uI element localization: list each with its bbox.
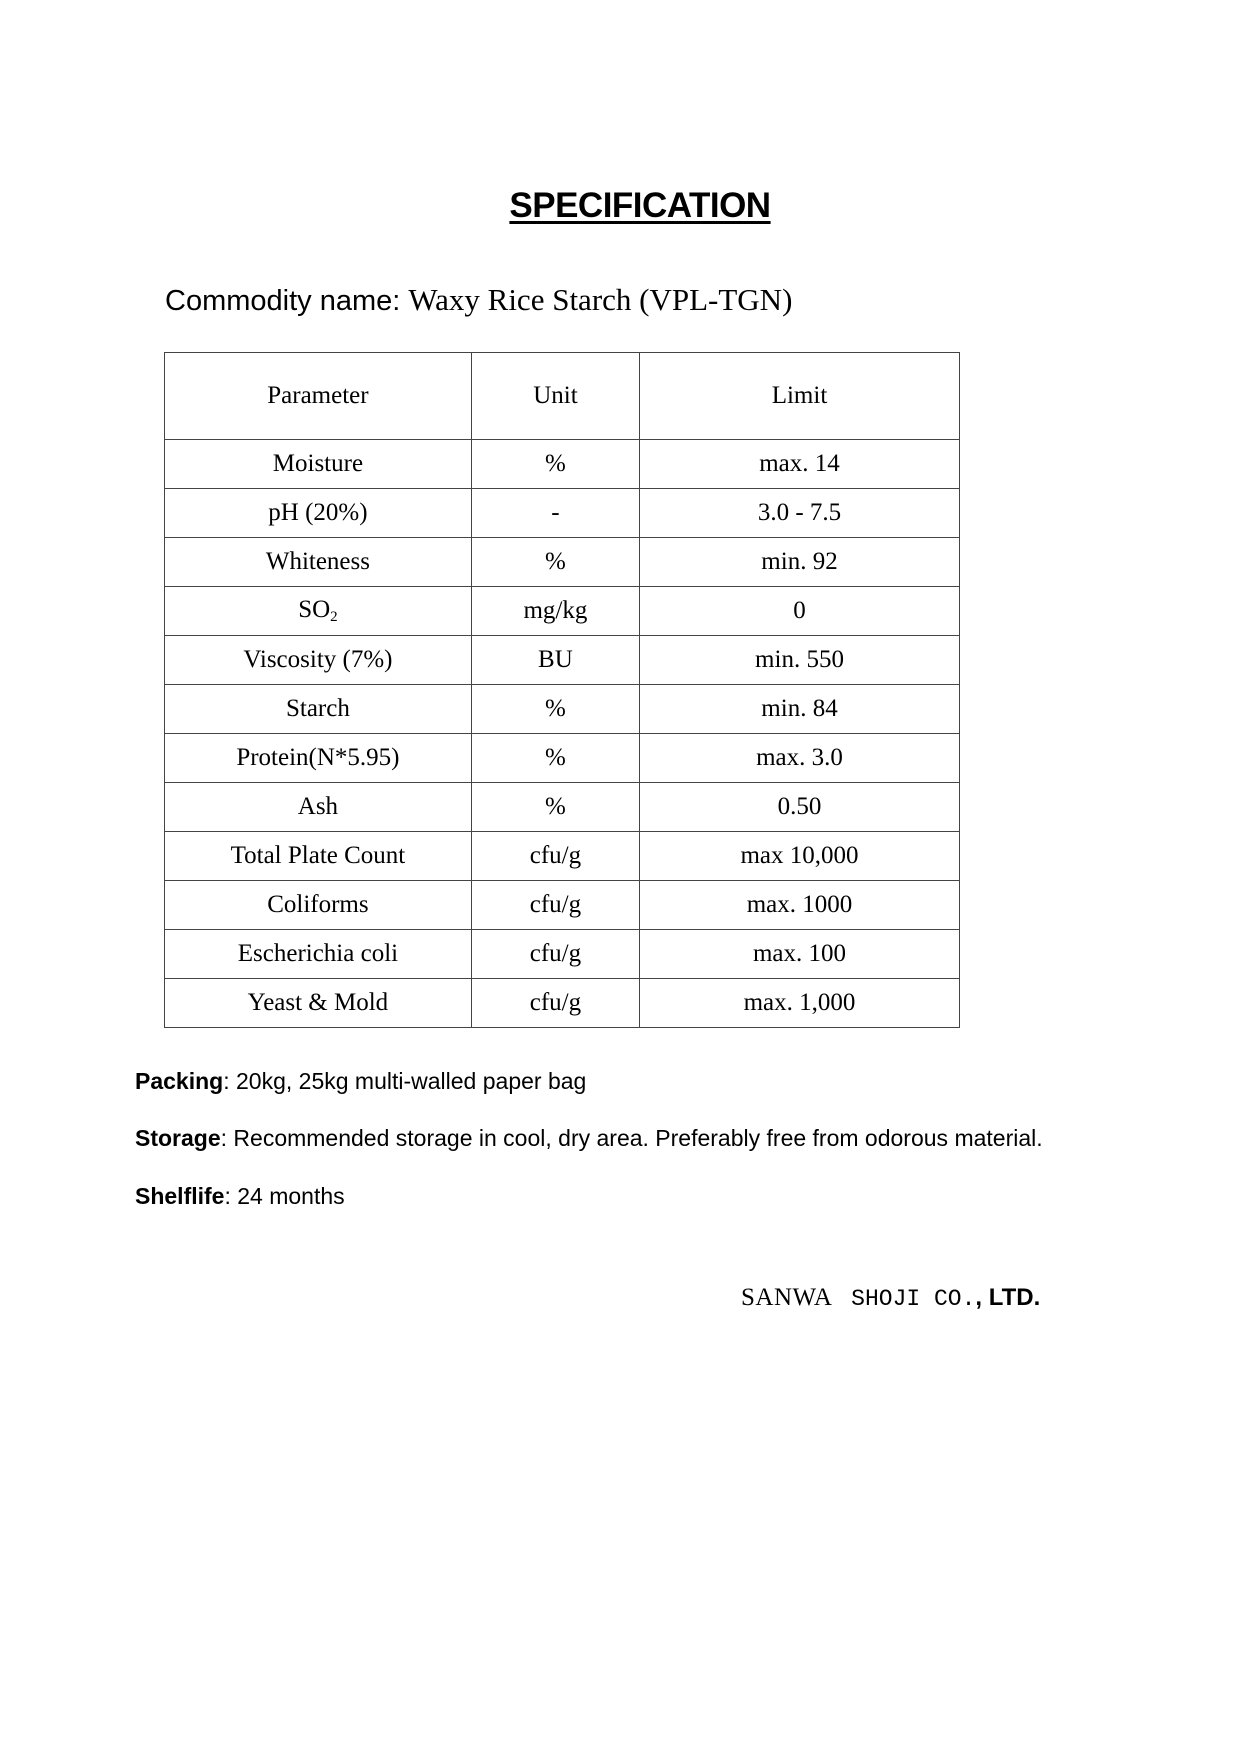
cell-parameter: Coliforms (165, 881, 472, 930)
table-row (165, 832, 960, 881)
header-limit: Limit (640, 353, 960, 440)
cell-parameter: Ash (165, 783, 472, 832)
cell-parameter: Escherichia coli (165, 930, 472, 979)
table-row (165, 636, 960, 685)
cell-parameter: Starch (165, 685, 472, 734)
specification-table (164, 352, 960, 1028)
cell-parameter (165, 587, 472, 636)
table-row (165, 930, 960, 979)
cell-parameter: Total Plate Count (165, 832, 472, 881)
document-title: SPECIFICATION (509, 186, 771, 225)
cell-limit: 0.50 (640, 783, 960, 832)
cell-parameter: Viscosity (7%) (165, 636, 472, 685)
table-row (165, 979, 960, 1028)
table-row (165, 783, 960, 832)
company-name-part2: SHOJI CO. (851, 1286, 976, 1312)
cell-unit: % (471, 440, 639, 489)
storage-text: : Recommended storage in cool, dry area. Preferably free from odorous material. (220, 1125, 1043, 1151)
commodity-value: Waxy Rice Starch (VPL-TGN) (408, 282, 793, 317)
cell-parameter: pH (20%) (165, 489, 472, 538)
cell-unit: % (471, 685, 639, 734)
cell-limit: max. 1000 (640, 881, 960, 930)
cell-limit: max. 100 (640, 930, 960, 979)
cell-unit: % (471, 783, 639, 832)
table-row (165, 489, 960, 538)
cell-limit: max. 1,000 (640, 979, 960, 1028)
table-row (165, 734, 960, 783)
table-row (165, 440, 960, 489)
packing-text: : 20kg, 25kg multi-walled paper bag (223, 1068, 587, 1094)
cell-limit: min. 92 (640, 538, 960, 587)
table-row (165, 881, 960, 930)
cell-limit: max 10,000 (640, 832, 960, 881)
packing-label: Packing (135, 1068, 224, 1094)
cell-limit: 0 (640, 587, 960, 636)
cell-unit: cfu/g (471, 832, 639, 881)
parameter-text: SO (298, 596, 331, 623)
cell-limit: max. 3.0 (640, 734, 960, 783)
shelflife-text: : 24 months (224, 1183, 345, 1209)
table-header-row (165, 353, 960, 440)
cell-parameter: Protein(N*5.95) (165, 734, 472, 783)
cell-parameter: Moisture (165, 440, 472, 489)
parameter-subscript: 2 (330, 609, 338, 625)
company-name (741, 1284, 1040, 1312)
cell-unit: cfu/g (471, 930, 639, 979)
storage-note (135, 1124, 1143, 1153)
cell-unit: % (471, 538, 639, 587)
table-row (165, 587, 960, 636)
cell-limit: min. 84 (640, 685, 960, 734)
cell-parameter: Whiteness (165, 538, 472, 587)
cell-limit: max. 14 (640, 440, 960, 489)
cell-unit: cfu/g (471, 979, 639, 1028)
cell-unit: cfu/g (471, 881, 639, 930)
cell-limit: min. 550 (640, 636, 960, 685)
cell-limit: 3.0 - 7.5 (640, 489, 960, 538)
commodity-name (165, 282, 792, 318)
header-unit: Unit (471, 353, 639, 440)
header-parameter: Parameter (165, 353, 472, 440)
cell-unit: - (471, 489, 639, 538)
cell-unit: mg/kg (471, 587, 639, 636)
packing-note (135, 1067, 1143, 1096)
cell-unit: BU (471, 636, 639, 685)
cell-unit: % (471, 734, 639, 783)
commodity-label: Commodity name: (165, 285, 409, 317)
table-row (165, 685, 960, 734)
company-name-part1: SANWA (741, 1284, 833, 1311)
shelflife-note (135, 1182, 1143, 1211)
table-row (165, 538, 960, 587)
company-name-part3: , LTD. (975, 1284, 1041, 1311)
storage-label: Storage (135, 1125, 221, 1151)
shelflife-label: Shelflife (135, 1183, 225, 1209)
cell-parameter: Yeast & Mold (165, 979, 472, 1028)
